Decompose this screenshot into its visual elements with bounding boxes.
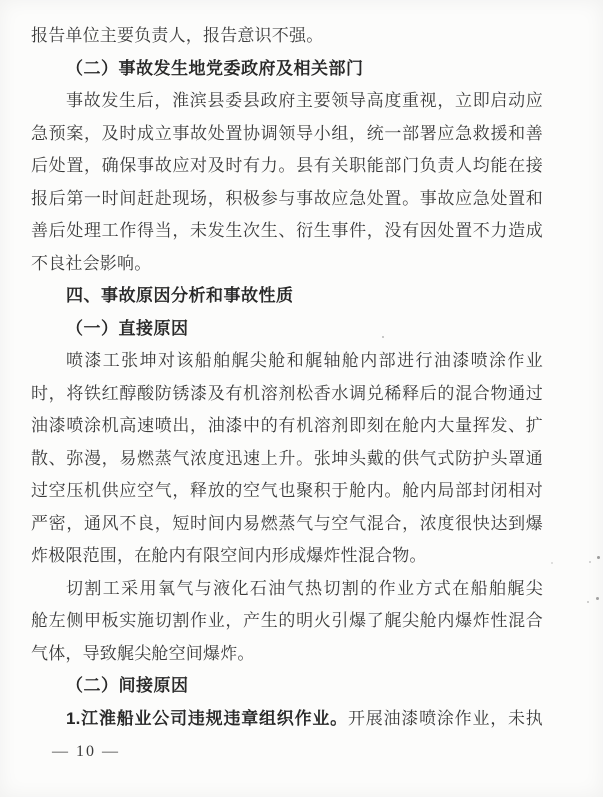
text-line: 散、弥漫，易燃蒸气浓度迅速上升。张坤头戴的供气式防护头罩通 (31, 448, 543, 468)
text-line: 善后处理工作得当，未发生次生、衍生事件，没有因处置不力造成 (31, 221, 543, 240)
text-line: 不良社会影响。 (31, 253, 152, 273)
text-line: 时，将铁红醇酸防锈漆及有机溶剂松香水调兑稀释后的混合物通过 (31, 383, 543, 403)
document-body (31, 20, 543, 735)
page-number: — 10 — (52, 743, 120, 760)
text-line (31, 703, 543, 736)
bold-lead-text: 1.江淮船业公司违规违章组织作业。 (66, 708, 348, 728)
text-line: 事故发生后，淮滨县委县政府主要领导高度重视，立即启动应 (66, 91, 543, 110)
text-line: 气体，导致艉尖舱空间爆炸。 (31, 643, 255, 663)
text-line: 喷漆工张坤对该船舶艉尖舱和艉轴舱内部进行油漆喷涂作业 (66, 351, 543, 370)
text-line: 油漆喷涂机高速喷出，油漆中的有机溶剂即刻在舱内大量挥发、扩 (31, 416, 543, 435)
text-line: 严密，通风不良，短时间内易燃蒸气与空气混合，浓度很快达到爆 (31, 513, 543, 533)
text-line: 报后第一时间赶赴现场，积极参与事故应急处置。事故应急处置和 (31, 188, 543, 208)
section-heading: 四、事故原因分析和事故性质 (66, 286, 294, 305)
text-line: 报告单位主要负责人，报告意识不强。 (31, 26, 324, 45)
text-line: 炸极限范围，在舱内有限空间内形成爆炸性混合物。 (31, 546, 427, 565)
scan-speckle (587, 601, 589, 603)
section-heading: （二）间接原因 (66, 676, 189, 695)
text-line: 后处置，确保事故应对及时有力。县有关职能部门负责人均能在接 (31, 156, 543, 175)
text-line: 急预案，及时成立事故处置协调领导小组，统一部署应急救援和善 (31, 123, 543, 143)
section-heading: （一）直接原因 (66, 318, 189, 338)
section-heading: （二）事故发生地党委政府及相关部门 (66, 58, 364, 78)
scan-speckle (597, 556, 600, 559)
scan-speckle (382, 336, 384, 338)
text-line: 过空压机供应空气，释放的空气也聚积于舱内。舱内局部封闭相对 (31, 481, 543, 500)
scan-speckle (596, 597, 599, 600)
scan-speckle (589, 561, 591, 563)
text-line: 切割工采用氧气与液化石油气热切割的作业方式在船舶艉尖 (66, 578, 543, 598)
text-line: 舱左侧甲板实施切割作业，产生的明火引爆了艉尖舱内爆炸性混合 (31, 611, 543, 630)
text-line-tail: 开展油漆喷涂作业，未执 (347, 708, 543, 728)
scan-speckle (551, 562, 553, 564)
